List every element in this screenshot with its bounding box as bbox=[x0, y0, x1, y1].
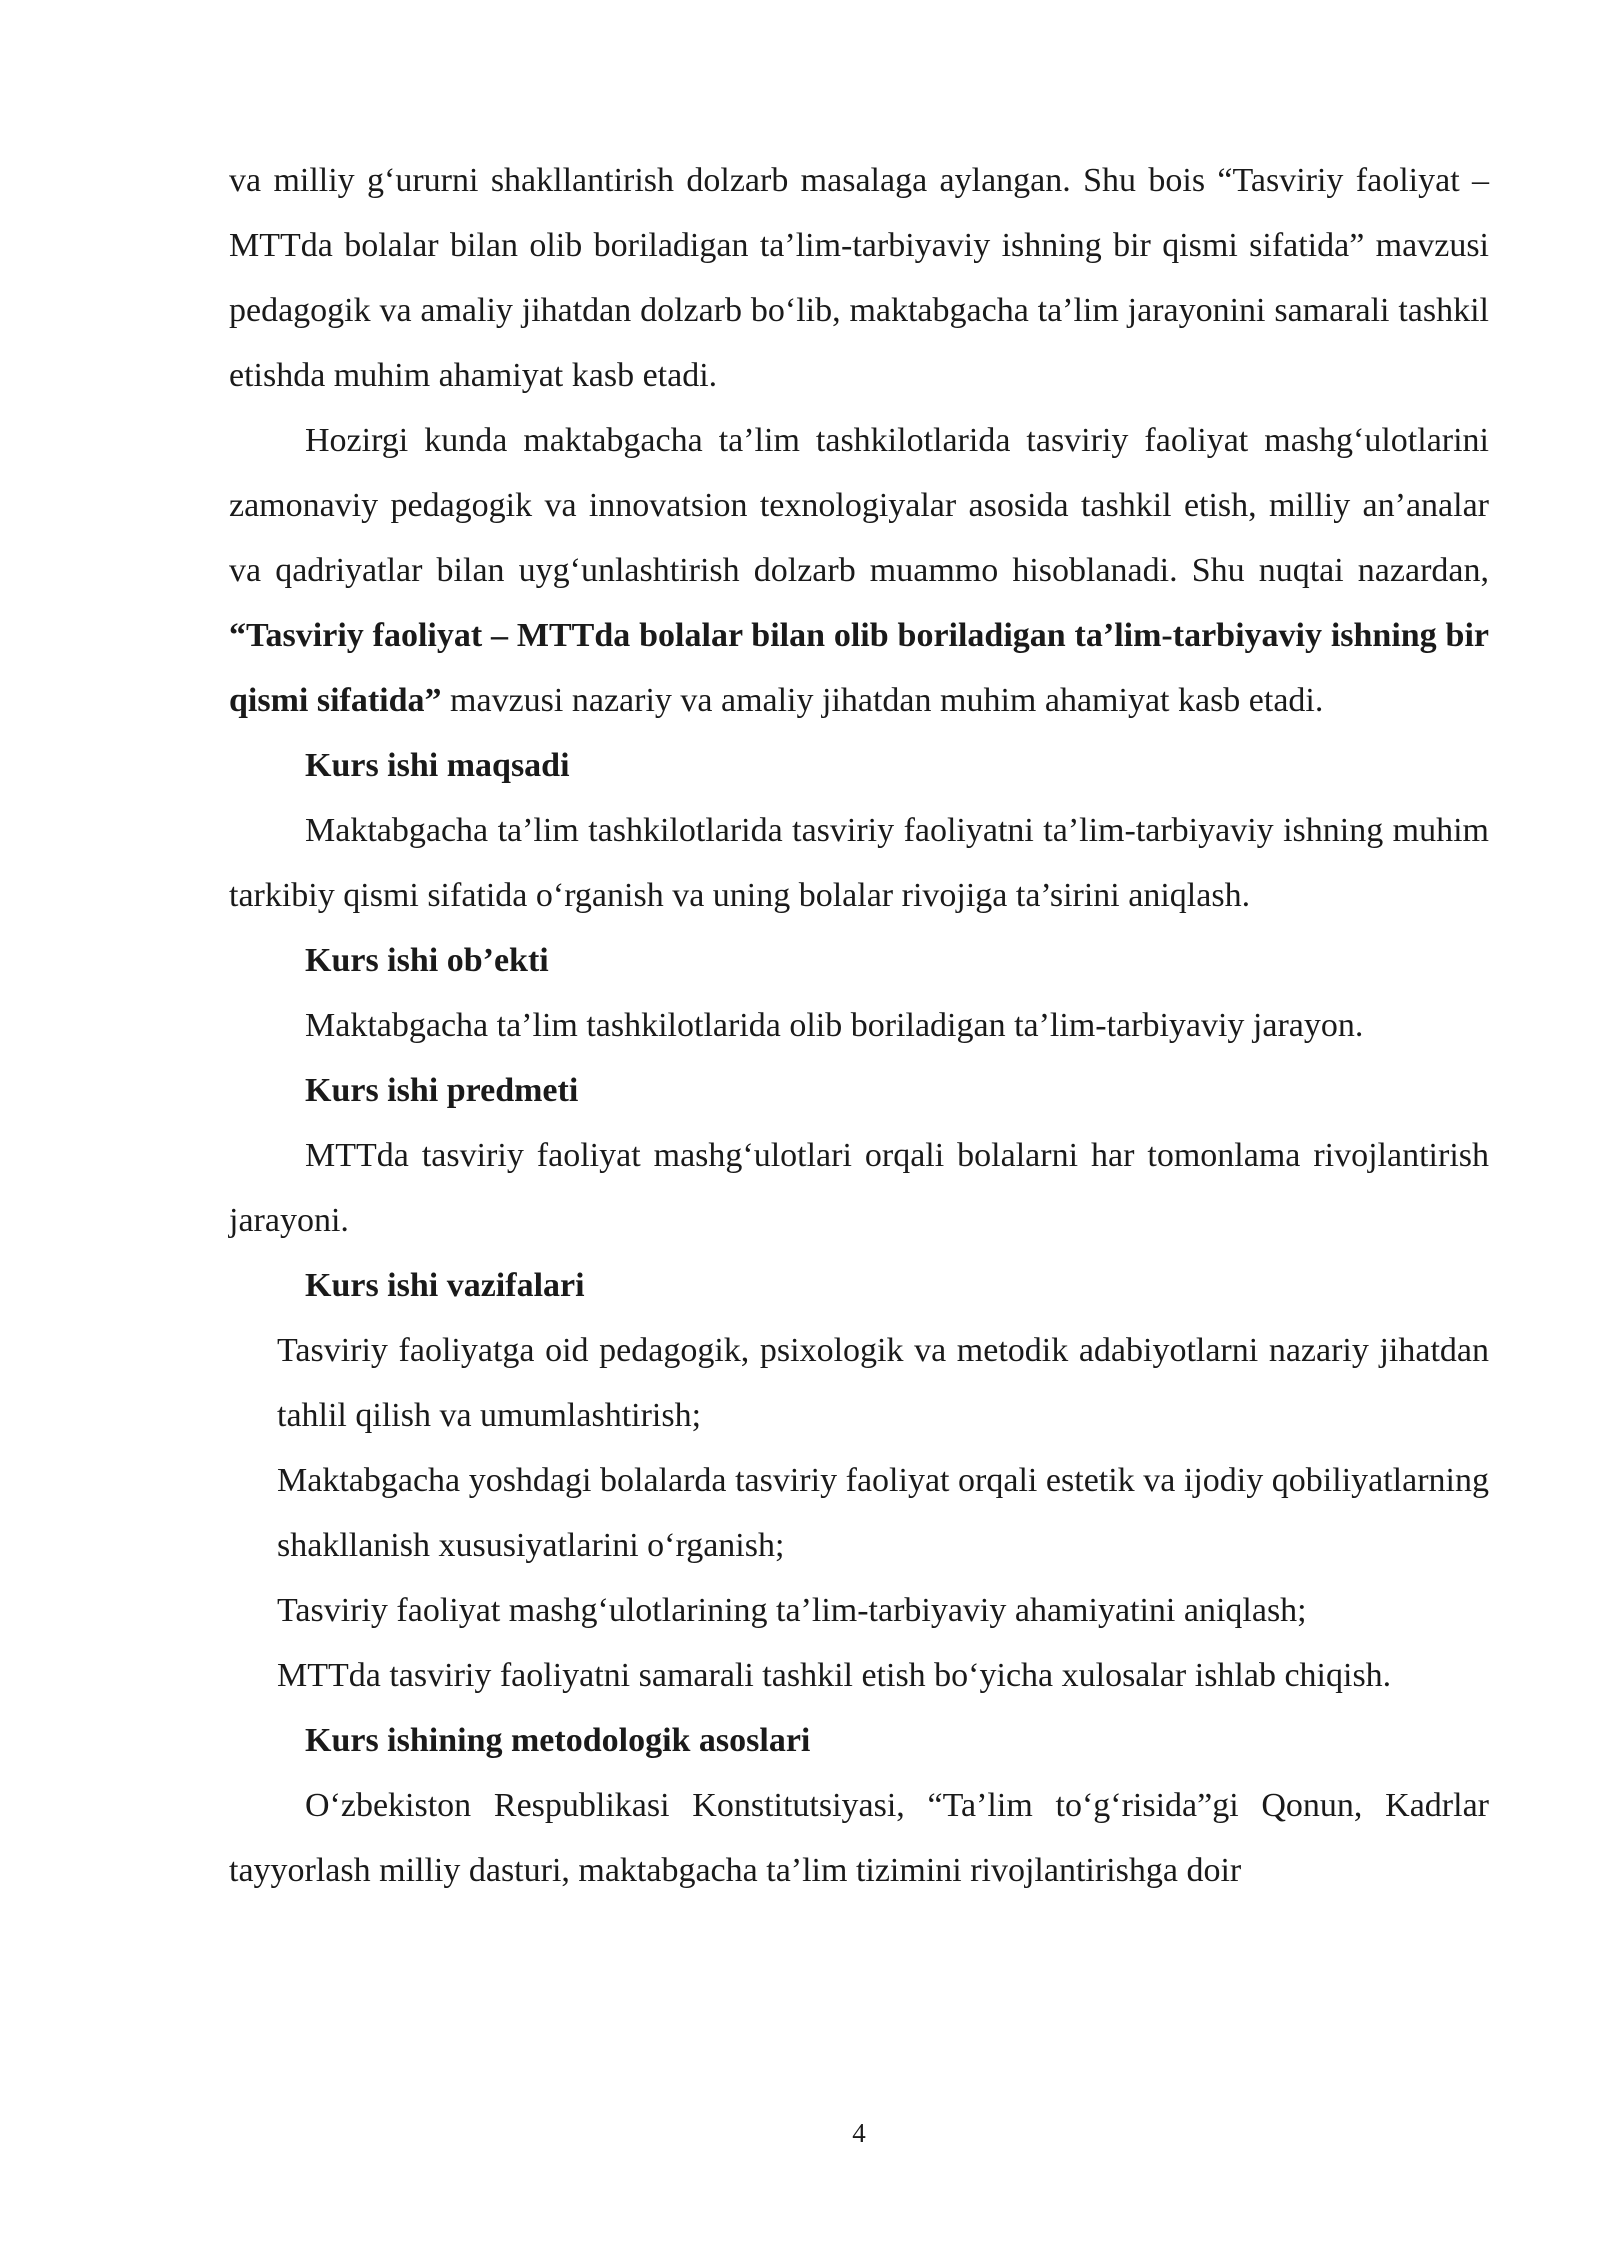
object-text: Maktabgacha ta’lim tashkilotlarida olib boriladigan ta’lim-tarbiyaviy jarayon. bbox=[305, 1007, 1364, 1044]
task-item-4: MTTda tasviriy faoliyatni samarali tashkil etish bo‘yicha xulosalar ishlab chiqish. bbox=[277, 1657, 1392, 1694]
methodology-text: O‘zbekiston Respublikasi Konstitutsiyasi, “Ta’lim to‘g‘risida”gi Qonun, Kadrlar tayyorlash milliy dasturi, maktabgacha ta’lim tizimini rivojlantirishga doir bbox=[229, 1787, 1489, 1889]
task-item-3: Tasviriy faoliyat mashg‘ulotlarining ta’lim-tarbiyaviy ahamiyatini aniqlash; bbox=[277, 1592, 1307, 1629]
page-number: 4 bbox=[852, 2118, 866, 2148]
object-heading: Kurs ishi ob’ekti bbox=[305, 942, 549, 979]
goal-heading: Kurs ishi maqsadi bbox=[305, 747, 570, 784]
intro-paragraph: va milliy g‘ururni shakllantirish dolzarb masalaga aylangan. Shu bois “Tasviriy faoliyat – MTTda bolalar bilan olib boriladigan ta’lim-tarbiyaviy ishning bir qismi sifatida” mavzusi pedagogik va amaliy jihatdan dolzarb bo‘lib, maktabgacha ta’lim jarayonini samarali tashkil etishda muhim ahamiyat kasb etadi. bbox=[229, 162, 1489, 394]
goal-text: Maktabgacha ta’lim tashkilotlarida tasviriy faoliyatni ta’lim-tarbiyaviy ishning muhim tarkibiy qismi sifatida o‘rganish va uning bolalar rivojiga ta’sirini aniqlash. bbox=[229, 812, 1489, 914]
task-item-1: Tasviriy faoliyatga oid pedagogik, psixologik va metodik adabiyotlarni nazariy jihatdan tahlil qilish va umumlashtirish; bbox=[277, 1332, 1489, 1434]
tasks-heading: Kurs ishi vazifalari bbox=[305, 1267, 585, 1304]
relevance-topic-bold: “Tasviriy faoliyat – MTTda bolalar bilan olib boriladigan ta’lim-tarbiyaviy ishning bir qismi sifatida” bbox=[229, 617, 1489, 719]
relevance-text-before: Hozirgi kunda maktabgacha ta’lim tashkilotlarida tasviriy faoliyat mashg‘ulotlarini zamonaviy pedagogik va innovatsion texnologiyalar asosida tashkil etish, milliy an’analar va qadriyatlar bilan uyg‘unlashtirish dolzarb muammo hisoblanadi. Shu nuqtai nazardan, bbox=[229, 422, 1489, 589]
relevance-text-after: mavzusi nazariy va amaliy jihatdan muhim ahamiyat kasb etadi. bbox=[441, 682, 1324, 719]
task-item-2: Maktabgacha yoshdagi bolalarda tasviriy faoliyat orqali estetik va ijodiy qobiliyatlarning shakllanish xususiyatlarini o‘rganish; bbox=[277, 1462, 1489, 1564]
document-page bbox=[229, 148, 1489, 1903]
methodology-heading: Kurs ishining metodologik asoslari bbox=[305, 1722, 811, 1759]
subject-text: MTTda tasviriy faoliyat mashg‘ulotlari orqali bolalarni har tomonlama rivojlantirish jarayoni. bbox=[229, 1137, 1489, 1239]
relevance-paragraph bbox=[229, 408, 1489, 733]
subject-heading: Kurs ishi predmeti bbox=[305, 1072, 579, 1109]
